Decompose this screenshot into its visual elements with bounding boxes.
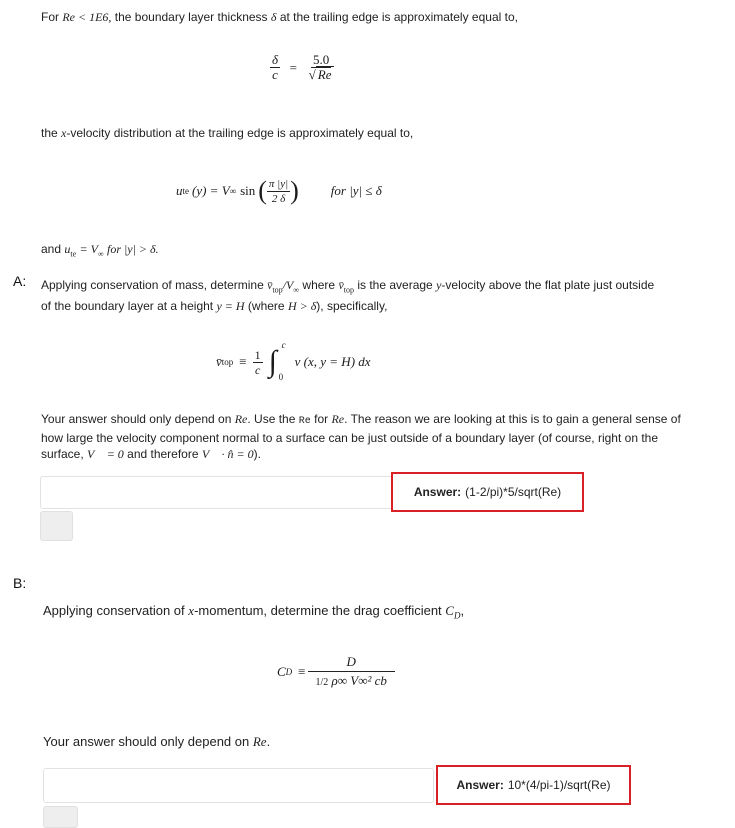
part-a-label: A:	[13, 273, 27, 289]
part-b-question: Applying conservation of x-momentum, determine the drag coefficient $C_D$,	[43, 603, 465, 621]
re-condition: Re < 1E6,	[62, 10, 112, 24]
velocity-condition: for |y| ≤ δ	[330, 183, 382, 198]
part-a-submit-button[interactable]	[40, 511, 73, 541]
intro-paragraph-1: For Re < 1E6, the boundary layer thickness δ at the trailing edge is approximately equal to,	[41, 10, 518, 24]
part-b-label: B:	[13, 575, 27, 591]
intro-paragraph-3: and $u_{te} = V_\infty$ for |y| > δ.	[41, 242, 159, 259]
intro-paragraph-2: the x-velocity distribution at the trailing edge is approximately equal to,	[41, 126, 414, 140]
part-a-question: Applying conservation of mass, determine $v̄_{top}/V_\infty$ where $v̄_{top}$ is the average y-velocity above the flat plate just outside of the boundary layer at a height y = H (where H > δ), specifically,	[41, 278, 655, 314]
equation-average-velocity: v̄ top ≡ $\frac{1}{c}$ ∫ c 0 v (x, y = H) dx	[216, 340, 371, 382]
part-b-note: Your answer should only depend on Re.	[43, 734, 271, 749]
part-b-submit-button[interactable]	[43, 806, 78, 828]
part-a-answer-input[interactable]	[40, 476, 394, 509]
part-a-answer-box: Answer: (1-2/pi)*5/sqrt(Re)	[391, 472, 584, 512]
equation-velocity-distribution: u te (y) = V ∞ sin ( $\frac{\pi |y|}{2 \delta}$ ) for |y| ≤ δ	[176, 176, 382, 205]
part-b-answer-input[interactable]	[43, 768, 434, 803]
part-b-answer-box: Answer: 10*(4/pi-1)/sqrt(Re)	[436, 765, 631, 805]
part-a-note: Your answer should only depend on Re. Use the Re for Re. The reason we are looking at this is to gain a general sense of how large the velocity component normal to a surface can be just outside of a boundary layer (of course, right on the surface, V⃗ = 0 and therefore V⃗ · n̂ = 0).	[41, 412, 681, 461]
equation-drag-coefficient: C D ≡ $\frac{D}{\text{1/2 ρ∞ V∞² cb}}$	[277, 652, 391, 692]
equation-boundary-layer-thickness: $\frac{\delta}{c}$ = $\frac{5.0}{√ Re}$	[272, 52, 332, 82]
